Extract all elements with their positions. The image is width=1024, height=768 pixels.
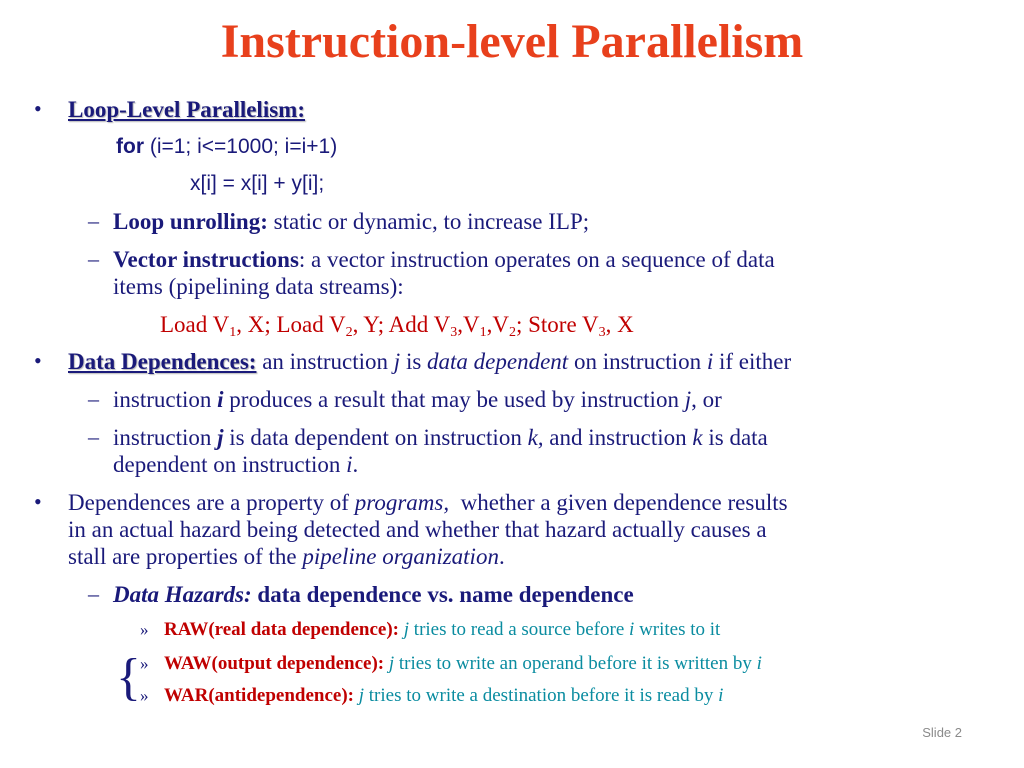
dash-icon: –	[88, 581, 99, 606]
var-i: i	[346, 452, 353, 477]
var-i: i	[718, 685, 724, 706]
loop-unrolling-line	[113, 208, 589, 235]
text-run: is	[400, 349, 428, 374]
var-k: k,	[527, 425, 544, 450]
war-label: WAR(antidependence):	[164, 685, 354, 706]
data-dependent-term: data dependent	[427, 349, 569, 374]
var-i: i	[629, 619, 635, 640]
data-dependences-label: Data Dependences:	[68, 349, 257, 374]
var-j: j	[684, 387, 692, 412]
code-for-keyword: for	[116, 135, 144, 158]
var-j: j	[399, 619, 410, 640]
text-run: dependent on instruction	[113, 452, 347, 477]
vector-code-part: , X; Load V	[236, 312, 346, 337]
dependences-property-line-3	[68, 543, 505, 570]
bullet-icon: •	[34, 96, 42, 121]
vector-code-part: , Y; Add V	[352, 312, 451, 337]
dependence-case-2-cont	[113, 451, 358, 478]
var-i: i	[756, 653, 762, 674]
vector-code-part: ,V	[486, 312, 509, 337]
programs-term: programs,	[354, 490, 450, 515]
data-hazards-text: data dependence vs. name dependence	[251, 582, 634, 607]
text-run: if either	[713, 349, 792, 374]
text-run: writes to it	[634, 619, 721, 640]
code-for-line	[116, 133, 337, 160]
data-dependences-line	[68, 348, 791, 375]
pipeline-organization-term: pipeline organization	[302, 544, 499, 569]
vector-code-part: Load V	[160, 312, 230, 337]
vector-code-part: ; Store V	[515, 312, 599, 337]
text-run: an instruction	[256, 349, 394, 374]
var-j: j	[354, 685, 365, 706]
text-run: stall are properties of the	[68, 544, 303, 569]
text-run: Dependences are a property of	[68, 490, 355, 515]
vector-instructions-label: Vector instructions	[113, 247, 299, 272]
vector-code-part: ,V	[457, 312, 480, 337]
var-j: j	[384, 653, 395, 674]
text-run: instruction	[113, 425, 218, 450]
var-i: i	[706, 349, 714, 374]
text-run: produces a result that may be used by instruction	[223, 387, 685, 412]
dash-icon: –	[88, 424, 99, 449]
raw-label: RAW(real data dependence):	[164, 619, 400, 640]
text-run: tries to read a source before	[409, 619, 630, 640]
loop-level-label: Loop-Level Parallelism:	[68, 97, 305, 122]
raw-hazard-line	[164, 619, 720, 641]
text-run: instruction	[113, 387, 218, 412]
vector-subscript: 3	[450, 325, 458, 340]
loop-level-heading	[68, 96, 305, 123]
text-run: tries to write a destination before it is read by	[364, 685, 719, 706]
chevron-icon: »	[140, 620, 149, 639]
text-run: and instruction	[543, 425, 693, 450]
code-body-line: x[i] = x[i] + y[i];	[190, 172, 325, 195]
dash-icon: –	[88, 208, 99, 233]
bullet-icon: •	[34, 489, 42, 514]
slide-number: Slide 2	[922, 725, 962, 740]
code-for-header: (i=1; i<=1000; i=i+1)	[144, 135, 338, 158]
dependences-property-line-2: in an actual hazard being detected and whether that hazard actually causes a	[68, 517, 767, 542]
dependence-case-1	[113, 386, 722, 413]
text-run: on instruction	[568, 349, 707, 374]
vector-code-line	[160, 311, 634, 338]
vector-subscript: 1	[479, 325, 487, 340]
waw-label: WAW(output dependence):	[164, 653, 385, 674]
vector-instructions-line	[113, 246, 775, 273]
var-j: j	[393, 349, 401, 374]
vector-instructions-cont: items (pipelining data streams):	[113, 274, 404, 299]
vector-subscript: 2	[345, 325, 353, 340]
slide-title: Instruction-level Parallelism	[220, 15, 804, 68]
loop-unrolling-text: static or dynamic, to increase ILP;	[267, 209, 590, 234]
brace-icon: {	[116, 649, 141, 706]
text-run: .	[352, 452, 359, 477]
data-hazards-line	[113, 581, 634, 608]
vector-code-part: , X	[605, 312, 634, 337]
dependence-case-2	[113, 424, 768, 451]
dash-icon: –	[88, 386, 99, 411]
var-i: i	[217, 387, 224, 412]
chevron-icon: »	[140, 654, 149, 673]
chevron-icon: »	[140, 686, 149, 705]
dash-icon: –	[88, 246, 99, 271]
text-run: tries to write an operand before it is written by	[394, 653, 757, 674]
vector-instructions-text: : a vector instruction operates on a sequence of data	[298, 247, 775, 272]
text-run: .	[498, 544, 505, 569]
var-k: k	[692, 425, 703, 450]
loop-unrolling-label: Loop unrolling:	[113, 209, 268, 234]
vector-subscript: 3	[598, 325, 606, 340]
waw-hazard-line	[164, 653, 762, 675]
text-run: is data dependent on instruction	[223, 425, 528, 450]
vector-subscript: 2	[508, 325, 516, 340]
var-j: j	[217, 425, 224, 450]
data-hazards-label: Data Hazards:	[113, 582, 252, 607]
bullet-icon: •	[34, 348, 42, 373]
vector-subscript: 1	[229, 325, 237, 340]
text-run: , or	[691, 387, 722, 412]
text-run: whether a given dependence results	[449, 490, 788, 515]
dependences-property-line-1	[68, 489, 788, 516]
text-run: is data	[702, 425, 768, 450]
war-hazard-line	[164, 685, 723, 707]
